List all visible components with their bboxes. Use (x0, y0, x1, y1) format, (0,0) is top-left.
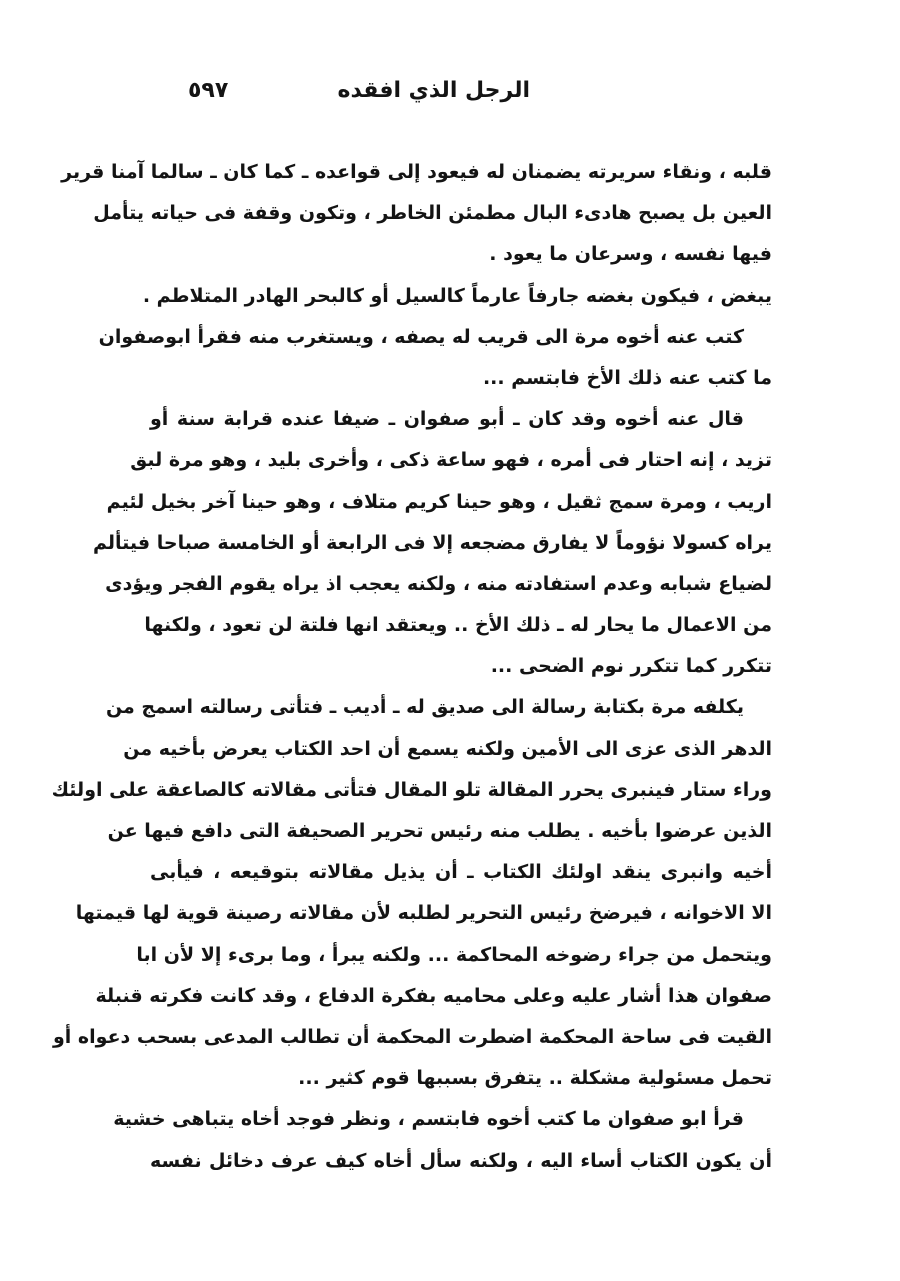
text-line: الذين عرضوا بأخيه . يطلب منه رئيس تحرير الصحيفة التى دافع فيها عن (107, 820, 772, 842)
running-header (150, 78, 760, 114)
text-line: أن يكون الكتاب أساء اليه ، ولكنه سأل أخاه كيف عرف دخائل نفسه (150, 1149, 772, 1172)
text-line: ويتحمل من جراء رضوخه المحاكمة ... ولكنه يبرأ ، وما برىء إلا لأن ابا (136, 943, 772, 966)
chapter-title: الرجل الذي افقده (337, 78, 530, 103)
text-line: تحمل مسئولية مشكلة .. يتفرق بسببها قوم كثير ... (298, 1067, 772, 1090)
text-line: اريب ، ومرة سمج ثقيل ، وهو حينا كريم متلاف ، وهو حينا آخر بخيل لئيم (106, 490, 772, 513)
text-line: صفوان هذا أشار عليه وعلى محاميه بفكرة الدفاع ، وقد كانت فكرته قنبلة (95, 984, 772, 1007)
text-line: من الاعمال ما يحار له ـ ذلك الأخ .. ويعتقد انها فلتة لن تعود ، ولكنها (144, 614, 772, 637)
page-number: ٥٩٧ (188, 78, 229, 103)
text-line: القيت فى ساحة المحكمة اضطرت المحكمة أن تطالب المدعى بسحب دعواه أو (52, 1025, 772, 1048)
text-line: العين بل يصبح هادىء البال مطمئن الخاطر ، وتكون وقفة فى حياته يتأمل (93, 202, 772, 225)
text-line: قرأ ابو صفوان ما كتب أخوه فابتسم ، ونظر فوجد أخاه يتباهى خشية (113, 1108, 744, 1131)
body-text (51, 152, 772, 1182)
text-line: الا الاخوانه ، فيرضخ رئيس التحرير لطلبه لأن مقالاته رصينة قوية لها قيمتها (75, 902, 772, 925)
text-line: تزيد ، إنه احتار فى أمره ، فهو ساعة ذكى ، وأخرى بليد ، وهو مرة لبق (130, 449, 772, 472)
text-line: يبغض ، فيكون بغضه جارفاً عارماً كالسيل أو كالبحر الهادر المتلاطم . (142, 284, 772, 307)
text-line: تتكرر كما تتكرر نوم الضحى ... (490, 655, 772, 678)
text-line: يكلفه مرة بكتابة رسالة الى صديق له ـ أديب ـ فتأتى رسالته اسمج من (105, 696, 744, 719)
text-line: أخيه وانبرى ينقد اولئك الكتاب ـ أن يذيل مقالاته بتوقيعه ، فيأبى (150, 861, 772, 884)
text-line: كتب عنه أخوه مرة الى قريب له يصفه ، ويستغرب منه فقرأ ابوصفوان (98, 325, 744, 348)
text-line: لضياع شبابه وعدم استفادته منه ، ولكنه يعجب اذ يراه يقوم الفجر ويؤدى (105, 572, 772, 595)
text-line: يراه كسولا نؤوماً لا يفارق مضجعه إلا فى الرابعة أو الخامسة صباحا فيتألم (93, 531, 772, 554)
text-line: الدهر الذى عزى الى الأمين ولكنه يسمع أن احد الكتاب يعرض بأخيه من (123, 737, 772, 760)
text-line: قلبه ، ونقاء سريرته يضمنان له فيعود إلى قواعده ـ كما كان ـ سالما آمنا قرير (61, 161, 772, 183)
text-line: قال عنه أخوه وقد كان ـ أبو صفوان ـ ضيفا عنده قرابة سنة أو (150, 408, 744, 431)
text-line: وراء ستار فينبرى يحرر المقالة تلو المقال فتأتى مقالاته كالصاعقة على اولئك (51, 778, 772, 801)
text-line: فيها نفسه ، وسرعان ما يعود . (489, 243, 772, 266)
text-line: ما كتب عنه ذلك الأخ فابتسم ... (482, 366, 772, 389)
